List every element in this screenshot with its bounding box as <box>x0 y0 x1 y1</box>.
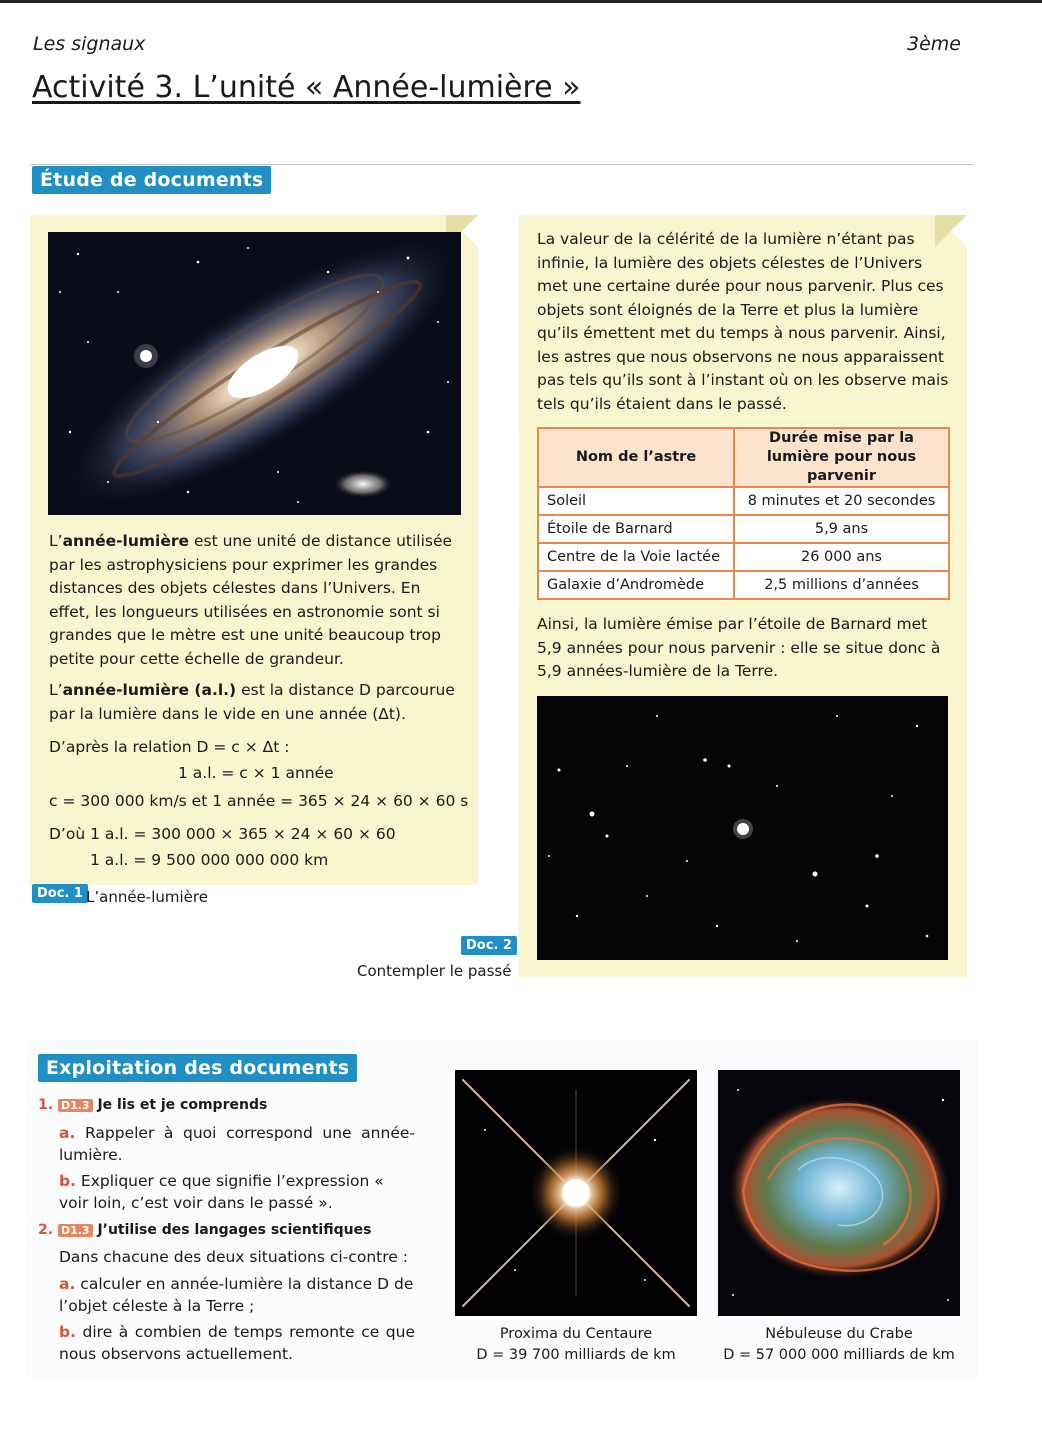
crab-nebula-graphic <box>718 1070 960 1316</box>
proxima-caption <box>455 1324 697 1366</box>
question-1b <box>59 1170 415 1214</box>
question-2b-text: dire à combien de temps remonte ce que nous observons actuellement. <box>59 1323 415 1363</box>
formula-line-4: D’où 1 a.l. = 300 000 × 365 × 24 × 60 × 60 <box>49 825 396 843</box>
table-row <box>538 487 949 515</box>
andromeda-galaxy-graphic <box>48 232 461 515</box>
question-2-heading <box>38 1222 371 1238</box>
doc1-p1-pre: L’ <box>49 532 63 550</box>
formula-line-1: D’après la relation D = c × Δt : <box>49 738 290 756</box>
question-1a-letter: a. <box>59 1124 76 1142</box>
question-1-number: 1. <box>38 1097 54 1113</box>
doc1-paragraph-2 <box>49 679 459 726</box>
etude-section-tag: Étude de documents <box>32 166 271 194</box>
astres-table <box>537 427 950 600</box>
grade-label: 3ème <box>907 33 961 55</box>
question-1-title: Je lis et je comprends <box>97 1097 268 1113</box>
table-cell: 8 minutes et 20 secondes <box>734 487 949 515</box>
doc2-intro: La valeur de la célérité de la lumière n’étant pas infinie, la lumière des objets célestes de l’Univers met une certaine durée pour nous parvenir. Plus ces objets sont éloignés de la Terre et plus la lumière qu’ils émettent met du temps à nous parvenir. Ainsi, les astres que nous observons ne nous apparaissent pas tels qu’ils sont à l’instant où on les observe mais tels qu’ils étaient dans le passé. <box>537 230 949 413</box>
question-1a <box>59 1122 415 1166</box>
table-cell: Centre de la Voie lactée <box>538 543 734 571</box>
question-1b-text: Expliquer ce que signifie l’expression « voir loin, c’est voir dans le passé ». <box>59 1172 384 1212</box>
doc2-caption: Contempler le passé <box>357 962 512 980</box>
question-1-skill: D1.3 <box>58 1099 93 1112</box>
doc1-p1-rest: est une unité de distance utilisée par les astrophysiciens pour exprimer les grandes distances des objets célestes dans l’Univers. En effet, les longueurs utilisées en astronomie sont si grandes que le mètre est une unité beaucoup trop petite pour cette échelle de grandeur. <box>49 532 453 668</box>
table-cell: Galaxie d’Andromède <box>538 571 734 599</box>
doc1-p2-rest: est la distance D parcourue par la lumière dans le vide en une année (Δt). <box>49 681 455 723</box>
doc1-p1-bold: année-lumière <box>62 532 190 550</box>
question-2-intro: Dans chacune des deux situations ci-contre : <box>59 1248 408 1266</box>
proxima-distance: D = 39 700 milliards de km <box>476 1347 676 1363</box>
question-2b <box>59 1321 415 1365</box>
starfield-graphic <box>537 696 948 960</box>
page-title: Activité 3. L’unité « Année-lumière » <box>32 70 581 105</box>
crab-distance: D = 57 000 000 milliards de km <box>723 1347 955 1363</box>
question-1-heading <box>38 1097 267 1113</box>
doc1-p2-pre: L’ <box>49 681 63 699</box>
table-cell: 2,5 millions d’années <box>734 571 949 599</box>
question-2a <box>59 1273 415 1317</box>
question-2-title: J’utilise des langages scientifiques <box>97 1222 372 1238</box>
table-cell: Soleil <box>538 487 734 515</box>
table-cell: 5,9 ans <box>734 515 949 543</box>
proxima-graphic <box>455 1070 697 1316</box>
formula-line-3: c = 300 000 km/s et 1 année = 365 × 24 × 60 × 60 s <box>49 792 469 810</box>
chapter-label: Les signaux <box>33 33 146 55</box>
divider <box>30 164 974 165</box>
table-cell: Étoile de Barnard <box>538 515 734 543</box>
doc2-badge: Doc. 2 <box>461 936 517 955</box>
crab-nebula-image <box>718 1070 960 1316</box>
table-row <box>538 543 949 571</box>
exploitation-section-tag: Exploitation des documents <box>38 1054 357 1082</box>
formula-line-2: 1 a.l. = c × 1 année <box>178 764 334 782</box>
doc1-p2-bold: année-lumière (a.l.) <box>62 681 237 699</box>
doc1-caption: L’année-lumière <box>86 888 208 906</box>
question-1b-letter: b. <box>59 1172 76 1190</box>
question-2a-letter: a. <box>59 1275 76 1293</box>
barnard-star-image <box>537 696 948 960</box>
table-cell: 26 000 ans <box>734 543 949 571</box>
top-border <box>0 0 1042 3</box>
table-header-row <box>538 428 949 487</box>
question-2-number: 2. <box>38 1222 54 1238</box>
question-2b-letter: b. <box>59 1323 76 1341</box>
crab-caption <box>710 1324 968 1366</box>
doc2-after-text: Ainsi, la lumière émise par l’étoile de Barnard met 5,9 années pour nous parvenir : elle se situe donc à 5,9 années-lumière de la Terre. <box>537 615 941 680</box>
doc1-paragraph-1 <box>49 530 459 671</box>
table-row <box>538 571 949 599</box>
proxima-name: Proxima du Centaure <box>499 1326 653 1342</box>
doc1-badge: Doc. 1 <box>32 884 88 903</box>
table-row <box>538 515 949 543</box>
question-1a-text: Rappeler à quoi correspond une année-lumière. <box>59 1124 415 1164</box>
crab-name: Nébuleuse du Crabe <box>765 1326 913 1342</box>
table-header: Nom de l’astre <box>538 428 734 487</box>
proxima-centauri-image <box>455 1070 697 1316</box>
question-2a-text: calculer en année-lumière la distance D de l’objet céleste à la Terre ; <box>59 1275 414 1315</box>
question-2-skill: D1.3 <box>58 1224 93 1237</box>
andromeda-galaxy-image <box>48 232 461 515</box>
table-header: Durée mise par la lumière pour nous parvenir <box>734 428 949 487</box>
formula-line-5: 1 a.l. = 9 500 000 000 000 km <box>90 851 329 869</box>
